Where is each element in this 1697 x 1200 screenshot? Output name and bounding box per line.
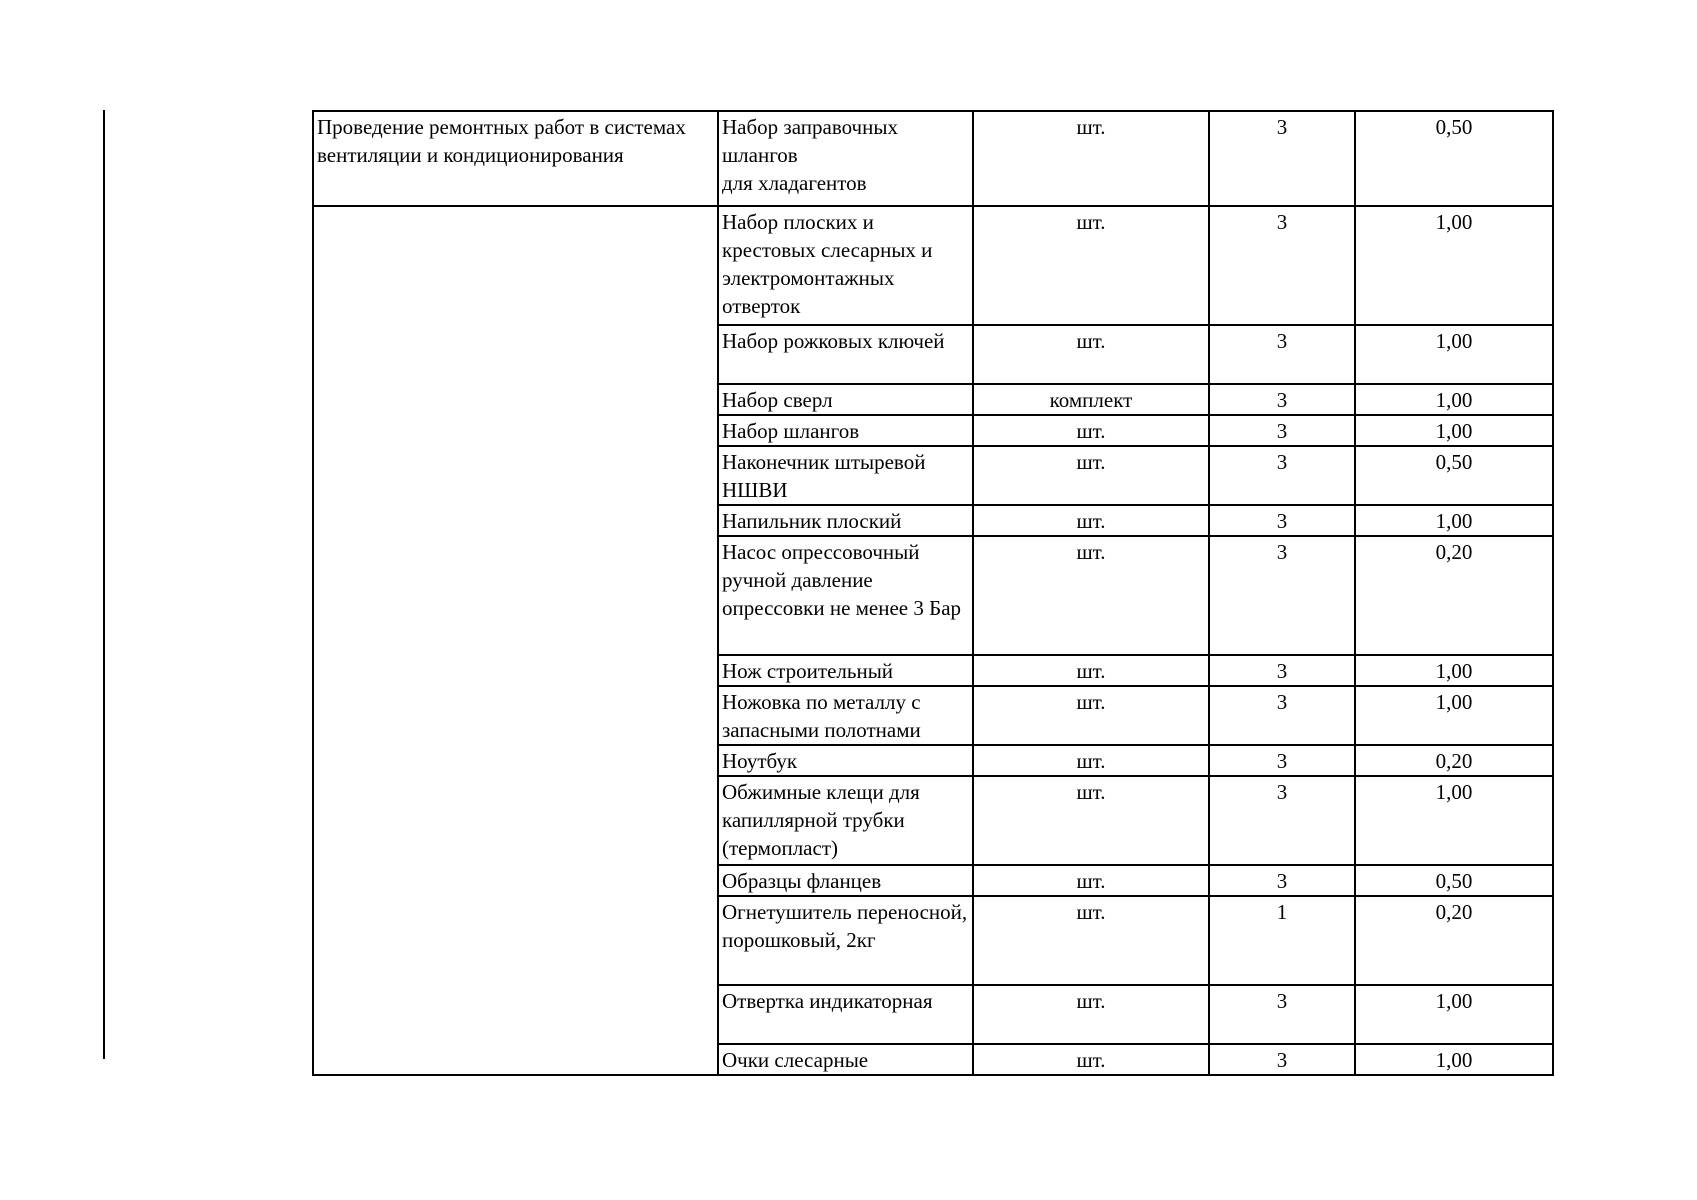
item-unit: шт. (973, 745, 1209, 776)
item-unit: шт. (973, 505, 1209, 536)
item-coefficient: 0,20 (1355, 536, 1553, 655)
item-quantity: 3 (1209, 655, 1355, 686)
table-row (313, 206, 1553, 325)
item-name: Образцы фланцев (718, 865, 973, 896)
item-quantity: 1 (1209, 896, 1355, 985)
item-coefficient: 1,00 (1355, 655, 1553, 686)
item-unit: шт. (973, 686, 1209, 745)
item-name: Набор рожковых ключей (718, 325, 973, 384)
equipment-table (312, 110, 1554, 1076)
item-quantity: 3 (1209, 985, 1355, 1044)
item-coefficient: 0,20 (1355, 745, 1553, 776)
item-coefficient: 1,00 (1355, 206, 1553, 325)
page-left-border (103, 110, 105, 1059)
item-quantity: 3 (1209, 536, 1355, 655)
table-row (313, 111, 1553, 206)
item-name: Огнетушитель переносной, порошковый, 2кг (718, 896, 973, 985)
item-coefficient: 1,00 (1355, 776, 1553, 865)
item-unit: шт. (973, 896, 1209, 985)
item-name: Насос опрессовочный ручной давление опрессовки не менее 3 Бар (718, 536, 973, 655)
item-name: Обжимные клещи для капиллярной трубки (термопласт) (718, 776, 973, 865)
item-quantity: 3 (1209, 206, 1355, 325)
item-unit: шт. (973, 536, 1209, 655)
item-unit: шт. (973, 776, 1209, 865)
item-quantity: 3 (1209, 1044, 1355, 1075)
item-coefficient: 0,50 (1355, 111, 1553, 206)
item-quantity: 3 (1209, 446, 1355, 505)
section-continuation (313, 206, 718, 1075)
item-quantity: 3 (1209, 865, 1355, 896)
item-coefficient: 1,00 (1355, 686, 1553, 745)
item-unit: шт. (973, 1044, 1209, 1075)
item-coefficient: 1,00 (1355, 415, 1553, 446)
item-unit: шт. (973, 111, 1209, 206)
item-unit: шт. (973, 325, 1209, 384)
item-quantity: 3 (1209, 384, 1355, 415)
item-name: Ноутбук (718, 745, 973, 776)
item-unit: шт. (973, 446, 1209, 505)
item-quantity: 3 (1209, 415, 1355, 446)
item-quantity: 3 (1209, 776, 1355, 865)
item-coefficient: 1,00 (1355, 384, 1553, 415)
item-coefficient: 1,00 (1355, 505, 1553, 536)
item-quantity: 3 (1209, 686, 1355, 745)
item-name: Напильник плоский (718, 505, 973, 536)
section-title: Проведение ремонтных работ в системах вентиляции и кондиционирования (313, 111, 718, 206)
item-quantity: 3 (1209, 745, 1355, 776)
item-quantity: 3 (1209, 111, 1355, 206)
item-name: Наконечник штыревой НШВИ (718, 446, 973, 505)
item-unit: шт. (973, 985, 1209, 1044)
item-coefficient: 0,50 (1355, 446, 1553, 505)
item-quantity: 3 (1209, 505, 1355, 536)
item-coefficient: 0,20 (1355, 896, 1553, 985)
item-name: Ножовка по металлу с запасными полотнами (718, 686, 973, 745)
item-coefficient: 1,00 (1355, 985, 1553, 1044)
item-unit: шт. (973, 206, 1209, 325)
item-name: Набор сверл (718, 384, 973, 415)
item-quantity: 3 (1209, 325, 1355, 384)
item-coefficient: 1,00 (1355, 1044, 1553, 1075)
item-unit: шт. (973, 415, 1209, 446)
item-name: Нож строительный (718, 655, 973, 686)
item-unit: шт. (973, 865, 1209, 896)
item-coefficient: 1,00 (1355, 325, 1553, 384)
item-name: Набор плоских и крестовых слесарных и электромонтажных отверток (718, 206, 973, 325)
item-name: Очки слесарные (718, 1044, 973, 1075)
item-unit: комплект (973, 384, 1209, 415)
item-coefficient: 0,50 (1355, 865, 1553, 896)
item-name: Набор шлангов (718, 415, 973, 446)
item-unit: шт. (973, 655, 1209, 686)
item-name: Набор заправочных шлангов для хладагентов (718, 111, 973, 206)
item-name: Отвертка индикаторная (718, 985, 973, 1044)
